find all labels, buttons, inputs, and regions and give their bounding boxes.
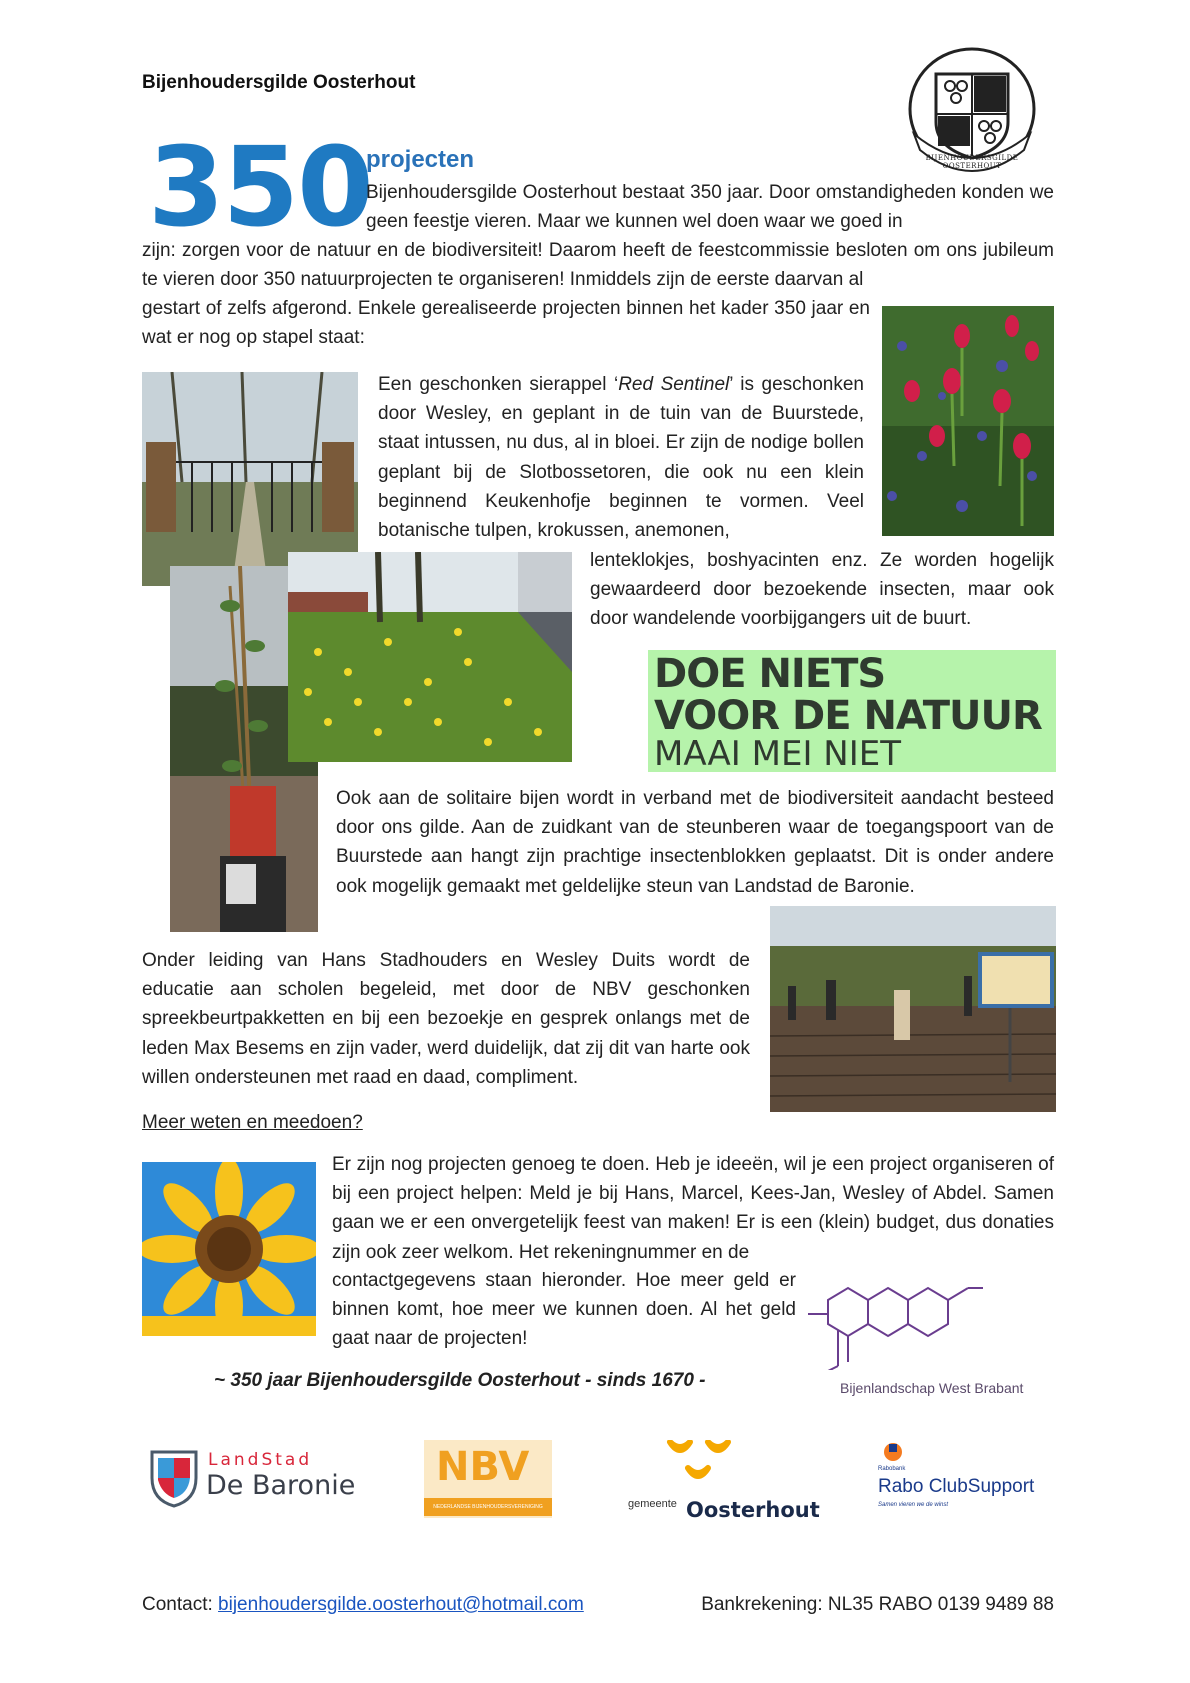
- landstad-logo: [148, 1446, 378, 1516]
- rabo-big-text: Rabo ClubSupport: [878, 1476, 1035, 1497]
- contact-label: Contact:: [142, 1594, 219, 1615]
- apple-tree-text-cont: lenteklokjes, boshyacinten enz. Ze worden hogelijk gewaardeerd door bezoekende insecten, maar ook door wandelende voorbijgangers uit de buurt.: [590, 550, 1054, 630]
- gemeente-oosterhout-logo: [626, 1440, 820, 1524]
- sunflower-photo: [142, 1162, 316, 1336]
- footer-bank-account: Bankrekening: NL35 RABO 0139 9489 88: [701, 1594, 1054, 1615]
- nbv-logo: [424, 1440, 552, 1518]
- nbv-text: NBV: [436, 1444, 530, 1490]
- rabobank-icon: [882, 1440, 904, 1464]
- education-text: Onder leiding van Hans Stadhouders en Wesley Duits wordt de educatie aan scholen begeleid, met door de NBV geschonken spreekbeurtpakketten en bij een bezoekje en gesprek onlangs met de leden Max Besems en zijn vader, werd duidelijk, dat zij dit van harte ook willen ondersteunen met raad en daad, compliment.: [142, 950, 750, 1088]
- anniversary-number: 350: [148, 123, 372, 251]
- intro-text-1: Bijenhoudersgilde Oosterhout bestaat 350 jaar. Door omstandigheden konden we geen feestje vieren. Maar we kunnen wel doen waar we goed in: [366, 182, 1054, 233]
- seal-text: BIJENHOUDERSGILDE OOSTERHOUT: [925, 154, 1019, 170]
- footer-contact: [142, 1594, 584, 1616]
- landstad-shield-icon: [148, 1448, 200, 1508]
- gemeente-big-text: Oosterhout: [686, 1498, 820, 1522]
- apple-text-pre: Een geschonken sierappel ‘: [378, 374, 619, 395]
- rabo-sub-text: Samen vieren we de winst: [878, 1502, 949, 1508]
- school-field-photo: [770, 906, 1056, 1112]
- tagline: ~ 350 jaar Bijenhoudersgilde Oosterhout - sinds 1670 -: [214, 1370, 706, 1391]
- landstad-small-text: LandStad: [208, 1450, 313, 1470]
- banner-line-1: DOE NIETS: [654, 651, 886, 697]
- nbv-subtext: NEDERLANDSE BIJENHOUDERSVERENIGING: [424, 1498, 552, 1516]
- rabo-small-text: Rabobank: [878, 1466, 906, 1472]
- rabo-clubsupport-logo: [876, 1440, 1056, 1520]
- more-info-heading: Meer weten en meedoen?: [142, 1112, 363, 1133]
- guild-seal-logo: [900, 42, 1044, 176]
- dandelion-verge-photo: [288, 552, 572, 762]
- banner-line-3: MAAI MEI NIET: [654, 734, 901, 774]
- more-info-text-2: contactgegevens staan hieronder. Hoe meer geld er binnen komt, hoe meer we kunnen doen. Al het geld gaat naar de projecten!: [332, 1270, 796, 1350]
- landstad-big-text: De Baronie: [206, 1470, 356, 1501]
- page-header-title: Bijenhoudersgilde Oosterhout: [142, 72, 416, 93]
- gemeente-small-text: gemeente: [628, 1498, 677, 1510]
- maai-mei-niet-banner: [648, 650, 1056, 772]
- banner-line-2: VOOR DE NATUUR: [654, 693, 1042, 739]
- bijenlandschap-logo: [808, 1270, 1056, 1400]
- tulips-photo: [882, 306, 1054, 536]
- gemeente-crescents-icon: [666, 1440, 736, 1488]
- apple-tree-text: [378, 370, 864, 545]
- contact-email-link[interactable]: bijenhoudersgilde.oosterhout@hotmail.com: [218, 1594, 584, 1615]
- solitary-bees-text: Ook aan de solitaire bijen wordt in verband met de biodiversiteit aandacht besteed door ons gilde. Aan de zuidkant van de steunberen waar de toegangspoort van de Buurstede aan hangt zijn prachtige insectenblokken geplaatst. Dit is onder andere ook mogelijk gemaakt met geldelijke steun van Landstad de Baronie.: [336, 788, 1054, 897]
- section-title: projecten: [366, 146, 475, 173]
- more-info-text-1: Er zijn nog projecten genoeg te doen. Heb je ideeën, wil je een project organiseren of bij een project helpen: Meld je bij Hans, Marcel, Kees-Jan, Wesley of Abdel. Samen gaan we er een onvergetelijk feest van maken! Er is een (klein) budget, dus donaties zijn ook zeer welkom. Het rekeningnummer en de: [332, 1154, 1054, 1263]
- apple-text-post: ’ is geschonken door Wesley, en geplant in de tuin van de Buurstede, staat intussen, nu dus, al in bloei. Er zijn de nodige bollen geplant bij de Slotbossetoren, die ook nu een klein beginnend Keukenhofje beginnen te vormen. Veel botanische tulpen, krokussen, anemonen,: [378, 374, 864, 542]
- intro-text-3: gestart of zelfs afgerond. Enkele gerealiseerde projecten binnen het kader 350 jaar en wat er nog op stapel staat:: [142, 298, 870, 349]
- intro-text-2: zijn: zorgen voor de natuur en de biodiversiteit! Daarom heeft de feestcommissie besloten om ons jubileum te vieren door 350 natuurprojecten te organiseren! Inmiddels zijn de eerste daarvan al: [142, 240, 1054, 291]
- bijenlandschap-label: Bijenlandschap West Brabant: [840, 1380, 1024, 1396]
- apple-variety: Red Sentinel: [618, 374, 730, 395]
